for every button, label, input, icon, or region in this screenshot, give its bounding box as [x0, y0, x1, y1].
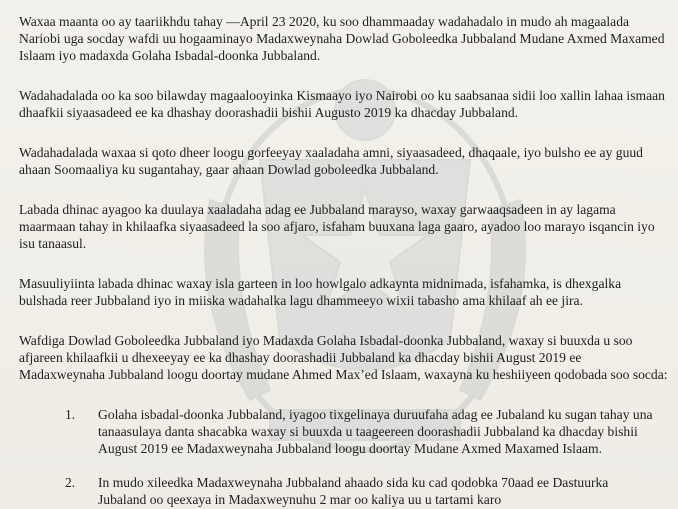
paragraph-5: Masuuliyiinta labada dhinac waxay isla garteen in loo howlgalo adkaynta midnimada, isfahamka, is dhexgalka bulshada reer Jubbaland iyo in miiska wadahalka lagu dhammeeyo wixii tabasho ama khilaaf ah ee jira. — [19, 276, 622, 308]
list-item — [19, 474, 669, 508]
paragraph-6: Wafdiga Dowlad Goboleedka Jubbaland iyo Madaxda Golaha Isbadal-doonka Jubbaland, waxay si buuxda u soo afjareen khilaafkii u dhexeeyay ee ka dhashay doorashadii Jubbaland ka dhacday bishii August 2019 ee Madaxweynaha Jubbaland loogu doortay mudane Ahmed Max’ed Islaam, waxayna ku heshiiyeen qodobada soo socda: — [19, 333, 668, 382]
paragraph-1: Waxaa maanta oo ay taariikhdu tahay —April 23 2020, ku soo dhammaaday wadahadalo in mudo ah magaalada Nariobi uga socday wafdi uu hogaaminayo Madaxweynaha Dowlad Goboleedka Jubbaland Mudane Axmed Maxamed Islaam iyo madaxda Golaha Isbadal-doonka Jubbaland. — [19, 14, 665, 63]
letter-body — [19, 13, 669, 509]
paragraph-4: Labada dhinac ayagoo ka duulaya xaaladaha adag ee Jubbaland marayso, waxay garwaaqsadeen in ay lagama maarmaan tahay in khilaafka siyaasadeed la soo afjaro, isfaham buuxana laga gaaro, ayadoo loo marayo isqancin iyo isu tanaasul. — [19, 202, 655, 251]
paragraph-2: Wadahadalada oo ka soo bilawday magaalooyinka Kismaayo iyo Nairobi oo ku saabsanaa sidii loo xallin lahaa ismaan dhaafkii siyaasadeed ee ka dhashay doorashadii bishii Augusto 2019 ka dhacday Jubbaland. — [19, 88, 665, 120]
list-item-text: Golaha isbadal-doonka Jubbaland, iyagoo tixgelinaya duruufaha adag ee Jubaland ku sugan tahay una tanaasulaya danta shacabka waxay si buuxda u taageereen doorashadii Jubbaland ka dhacday bishii August 2019 ee Madaxweynaha Jubbaland loogu doortay Mudane Axmed Maxamed Islaam. — [98, 407, 653, 456]
agreement-list — [19, 406, 669, 508]
paragraph-3: Wadahadalada waxaa si qoto dheer loogu gorfeeyay xaaladaha amni, siyaasadeed, dhaqaale, iyo bulsho ee ay guud ahaan Soomaaliya ku sugantahay, gaar ahaan Dowlad goboleedka Jubbaland. — [19, 145, 643, 177]
list-item-text: In mudo xileedka Madaxweynaha Jubbaland ahaado sida ku cad qodobka 70aad ee Dastuurka Jubaland oo qeexaya in Madaxweynuhu 2 mar oo kaliya uu u tartami karo — [98, 475, 609, 507]
list-item-number: 2. — [65, 475, 76, 490]
list-item — [19, 406, 669, 457]
list-item-number: 1. — [65, 407, 76, 422]
